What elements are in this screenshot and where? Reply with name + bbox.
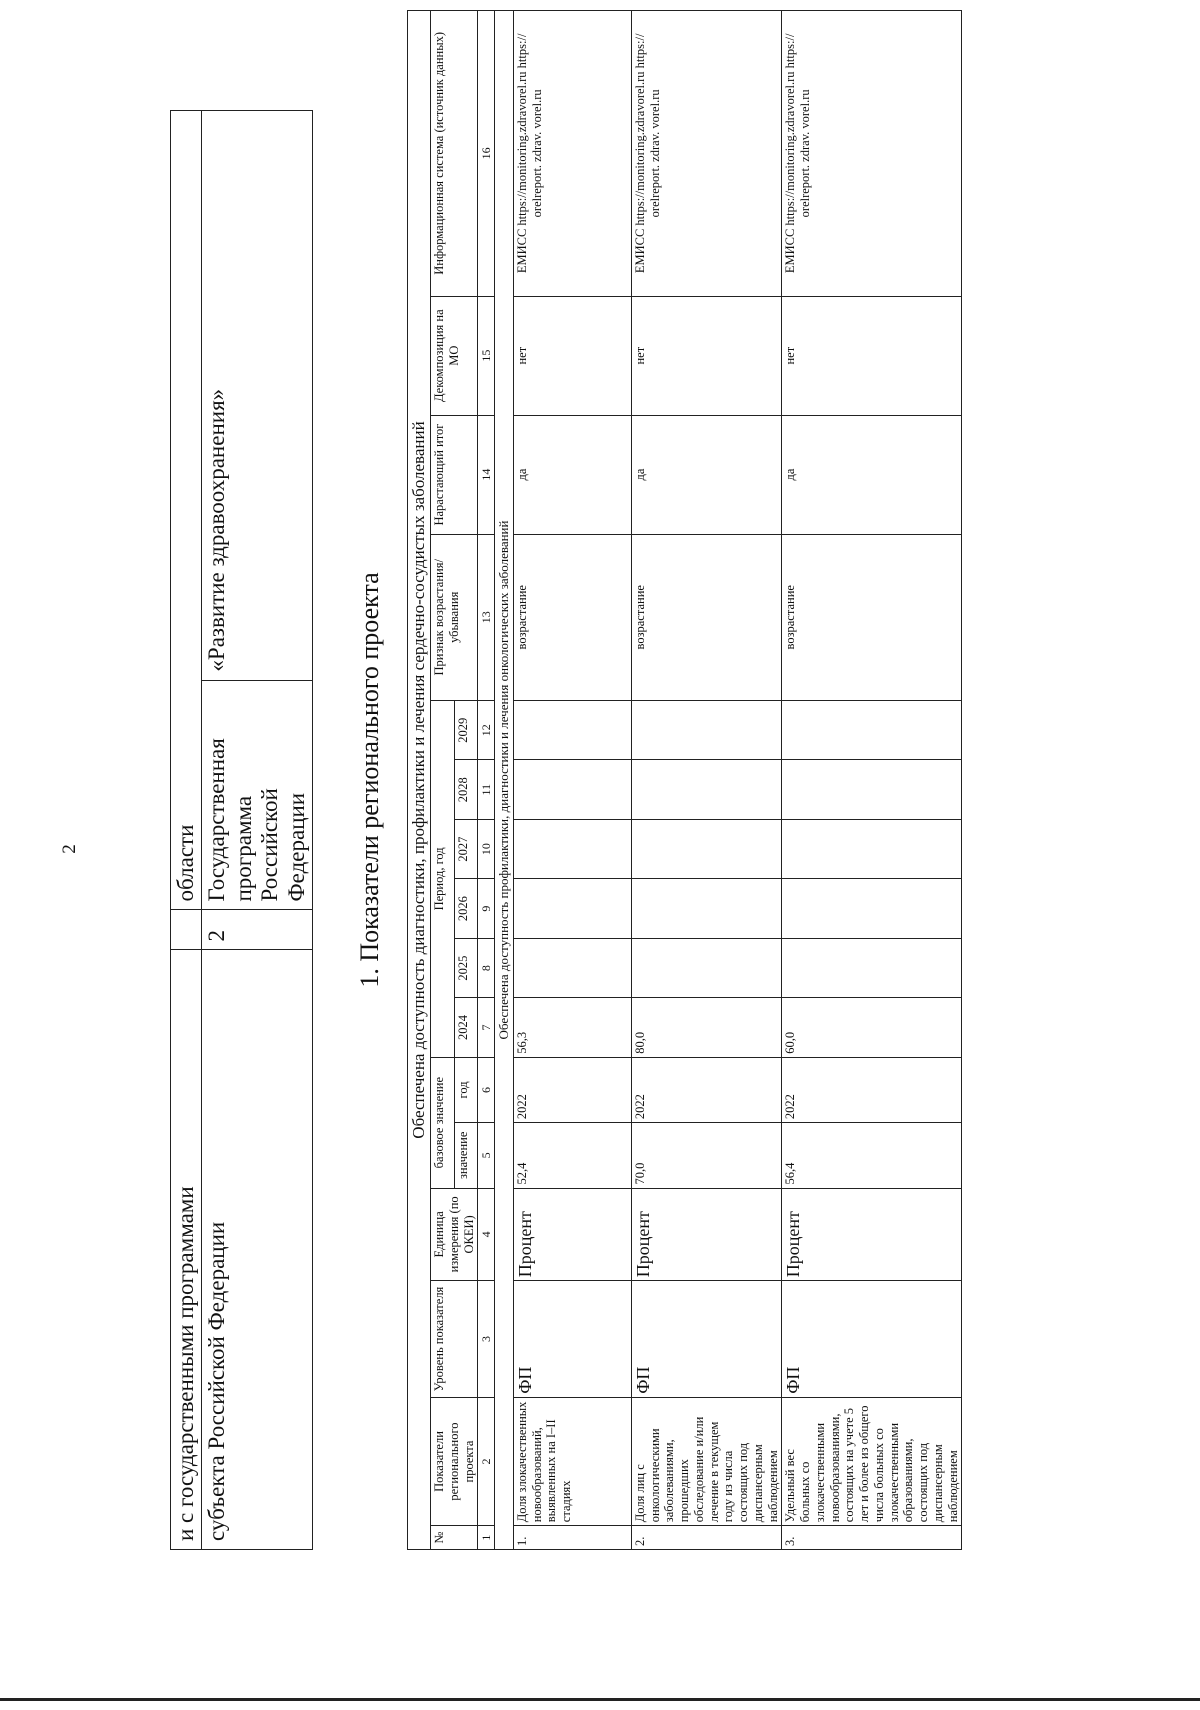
col-num: 3 <box>478 1281 495 1398</box>
row-source: ЕМИСС https://monitoring.zdravorel.ru https:// orelreport. zdrav. vorel.ru <box>782 11 962 297</box>
row-no: 3. <box>782 1526 962 1550</box>
col-num: 9 <box>478 879 495 938</box>
header-indicator: Показатели регионального проекта <box>431 1397 478 1525</box>
row-level: ФП <box>631 1281 782 1398</box>
row-cumulative: да <box>513 415 631 534</box>
header-no: № <box>431 1526 478 1550</box>
header-cumulative: Нарастающий итог <box>431 415 478 534</box>
col-num: 13 <box>478 534 495 700</box>
row-unit: Процент <box>513 1188 631 1281</box>
scan-bottom-edge <box>0 1698 1200 1701</box>
row-cumulative: да <box>782 415 962 534</box>
header-unit: Единица измерения (по ОКЕИ) <box>431 1188 478 1281</box>
row-indicator: Удельный вес больных со злокачественными новообразованиями, состоящих на учете 5 лет и более из общего числа больных со злокачественными образованиями, состоящих под диспансерным наблюдением <box>782 1397 962 1525</box>
row-base-value: 70,0 <box>631 1123 782 1188</box>
header-sign: Признак возрастания/убывания <box>431 534 478 700</box>
program-type: Государственная программа Российской Федерации <box>202 680 313 910</box>
row-base-year: 2022 <box>513 1057 631 1122</box>
col-num: 2 <box>478 1397 495 1525</box>
header-year-2024: 2024 <box>454 998 478 1057</box>
header-decomposition: Декомпозиция на МО <box>431 296 478 415</box>
row-base-year: 2022 <box>631 1057 782 1122</box>
row-base-year: 2022 <box>782 1057 962 1122</box>
col-num: 5 <box>478 1123 495 1188</box>
row-base-value: 56,4 <box>782 1123 962 1188</box>
col-num: 8 <box>478 938 495 997</box>
row-indicator: Доля лиц с онкологическими заболеваниями, прошедших обследование и/или лечение в текущем году из числа состоящих под диспансерным наблюдением <box>631 1397 782 1525</box>
row-base-value: 52,4 <box>513 1123 631 1188</box>
row-level: ФП <box>513 1281 631 1398</box>
banner-cardio: Обеспечена доступность диагностики, профилактики и лечения сердечно-сосудистых заболеваний <box>408 11 431 1550</box>
header-level: Уровень показателя <box>431 1281 478 1398</box>
row-level: ФП <box>782 1281 962 1398</box>
page-number: 2 <box>59 844 80 854</box>
col-num: 12 <box>478 701 495 760</box>
header-year-2027: 2027 <box>454 819 478 878</box>
row-unit: Процент <box>631 1188 782 1281</box>
col-num: 10 <box>478 819 495 878</box>
row-decomposition: нет <box>631 296 782 415</box>
row-2024: 60,0 <box>782 998 962 1057</box>
row-source: ЕМИСС https://monitoring.zdravorel.ru https:// orelreport. zdrav. vorel.ru <box>631 11 782 297</box>
row-2024: 56,3 <box>513 998 631 1057</box>
col-num: 14 <box>478 415 495 534</box>
indicators-table <box>407 10 962 1550</box>
program-link-label-2: области <box>171 111 202 911</box>
table-row <box>631 11 782 1550</box>
program-number: 2 <box>202 910 313 950</box>
program-name: «Развитие здравоохранения» <box>202 111 313 681</box>
header-base-value: значение <box>454 1123 478 1188</box>
row-no: 1. <box>513 1526 631 1550</box>
header-period: Период, год <box>431 701 455 1058</box>
program-link-label-1: и с государственными программами <box>171 950 202 1550</box>
col-num: 7 <box>478 998 495 1057</box>
banner-oncology: Обеспечена доступность профилактики, диагностики и лечения онкологических заболеваний <box>495 11 513 1550</box>
row-indicator: Доля злокачественных новообразований, выявленных на I–II стадиях <box>513 1397 631 1525</box>
rotated-page-content <box>170 10 1200 1550</box>
header-year-2025: 2025 <box>454 938 478 997</box>
header-year-2029: 2029 <box>454 701 478 760</box>
header-year-2026: 2026 <box>454 879 478 938</box>
row-cumulative: да <box>631 415 782 534</box>
table-row <box>782 11 962 1550</box>
row-source: ЕМИСС https://monitoring.zdravorel.ru https:// orelreport. zdrav. vorel.ru <box>513 11 631 297</box>
column-number-row <box>478 11 495 1550</box>
header-base-year: год <box>454 1057 478 1122</box>
col-num: 16 <box>478 11 495 297</box>
col-num: 1 <box>478 1526 495 1550</box>
table-row <box>513 11 631 1550</box>
col-num: 11 <box>478 760 495 819</box>
row-2024: 80,0 <box>631 998 782 1057</box>
row-decomposition: нет <box>782 296 962 415</box>
col-num: 15 <box>478 296 495 415</box>
header-info-system: Информационная система (источник данных) <box>431 11 478 297</box>
col-num: 6 <box>478 1057 495 1122</box>
row-sign: возрастание <box>631 534 782 700</box>
section-title: 1. Показатели регионального проекта <box>355 572 384 988</box>
header-year-2028: 2028 <box>454 760 478 819</box>
row-unit: Процент <box>782 1188 962 1281</box>
program-link-label-3: субъекта Российской Федерации <box>202 950 313 1550</box>
row-decomposition: нет <box>513 296 631 415</box>
row-no: 2. <box>631 1526 782 1550</box>
program-link-table <box>170 110 313 1550</box>
row-sign: возрастание <box>513 534 631 700</box>
header-base: базовое значение <box>431 1057 455 1188</box>
col-num: 4 <box>478 1188 495 1281</box>
row-sign: возрастание <box>782 534 962 700</box>
